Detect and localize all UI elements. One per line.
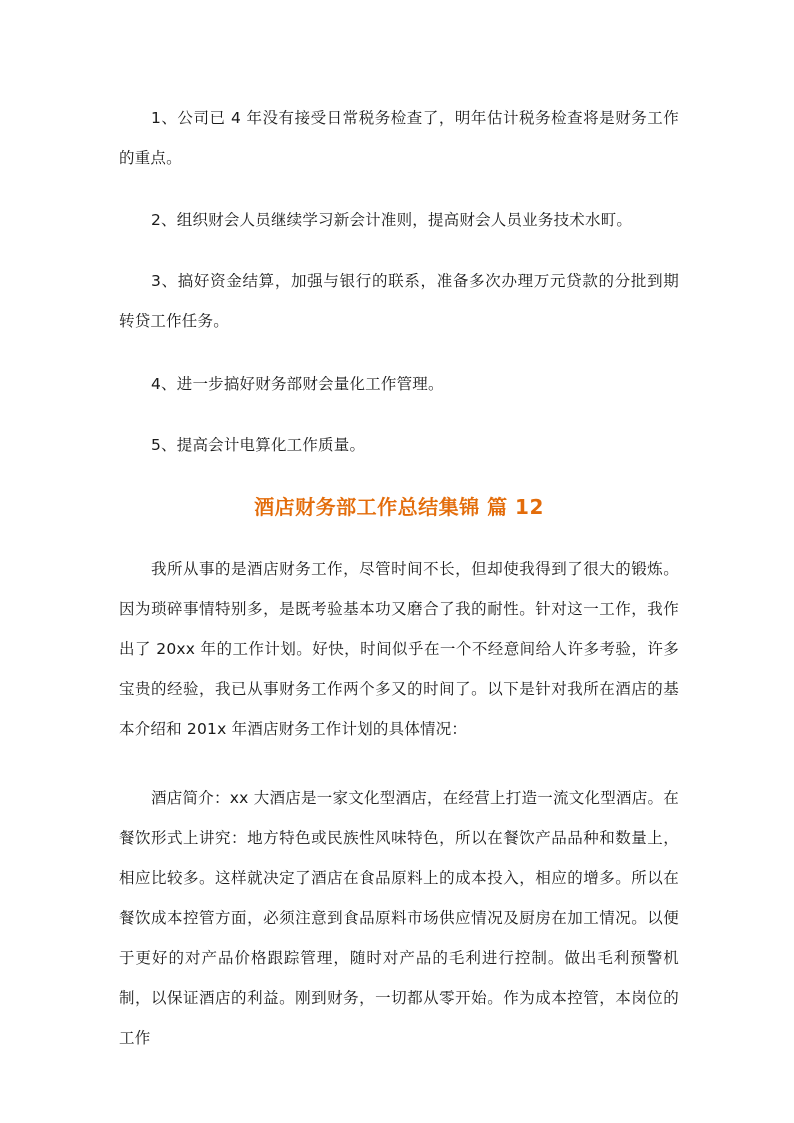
list-item-2: 2、组织财会人员继续学习新会计准则，提高财会人员业务技术水町。 <box>151 211 633 229</box>
body-paragraph-1: 我所从事的是酒店财务工作，尽管时间不长，但却使我得到了很大的锻炼。因为琐碎事情特别多，是既考验基本功又磨合了我的耐性。针对这一工作，我作出了 20xx 年的工作计划。好快，时间似乎在一个不经意间给人许多考验，许多宝贵的经验，我已从事财务工作两个多又的时间了。以下是针对我所在酒店的基本介绍和 201x 年酒店财务工作计划的具体情况： <box>119 560 679 738</box>
list-item-4: 4、进一步搞好财务部财会量化工作管理。 <box>151 375 444 393</box>
list-item-1: 1、公司已 4 年没有接受日常税务检查了，明年估计税务检查将是财务工作的重点。 <box>119 109 679 167</box>
body-paragraph-2: 酒店简介：xx 大酒店是一家文化型酒店，在经营上打造一流文化型酒店。在餐饮形式上讲究：地方特色或民族性风味特色，所以在餐饮产品品种和数量上，相应比较多。这样就决定了酒店在食品原料上的成本投入，相应的增多。所以在餐饮成本控管方面，必须注意到食品原料市场供应情况及厨房在加工情况。以便于更好的对产品价格跟踪管理，随时对产品的毛利进行控制。做出毛利预警机制，以保证酒店的利益。刚到财务，一切都从零开始。作为成本控管，本岗位的工作 <box>119 789 679 1047</box>
list-item-3: 3、搞好资金结算，加强与银行的联系，准备多次办理万元贷款的分批到期转贷工作任务。 <box>119 272 679 330</box>
list-item-5: 5、提高会计电算化工作质量。 <box>151 436 366 454</box>
section-title: 酒店财务部工作总结集锦 篇 12 <box>254 495 544 519</box>
